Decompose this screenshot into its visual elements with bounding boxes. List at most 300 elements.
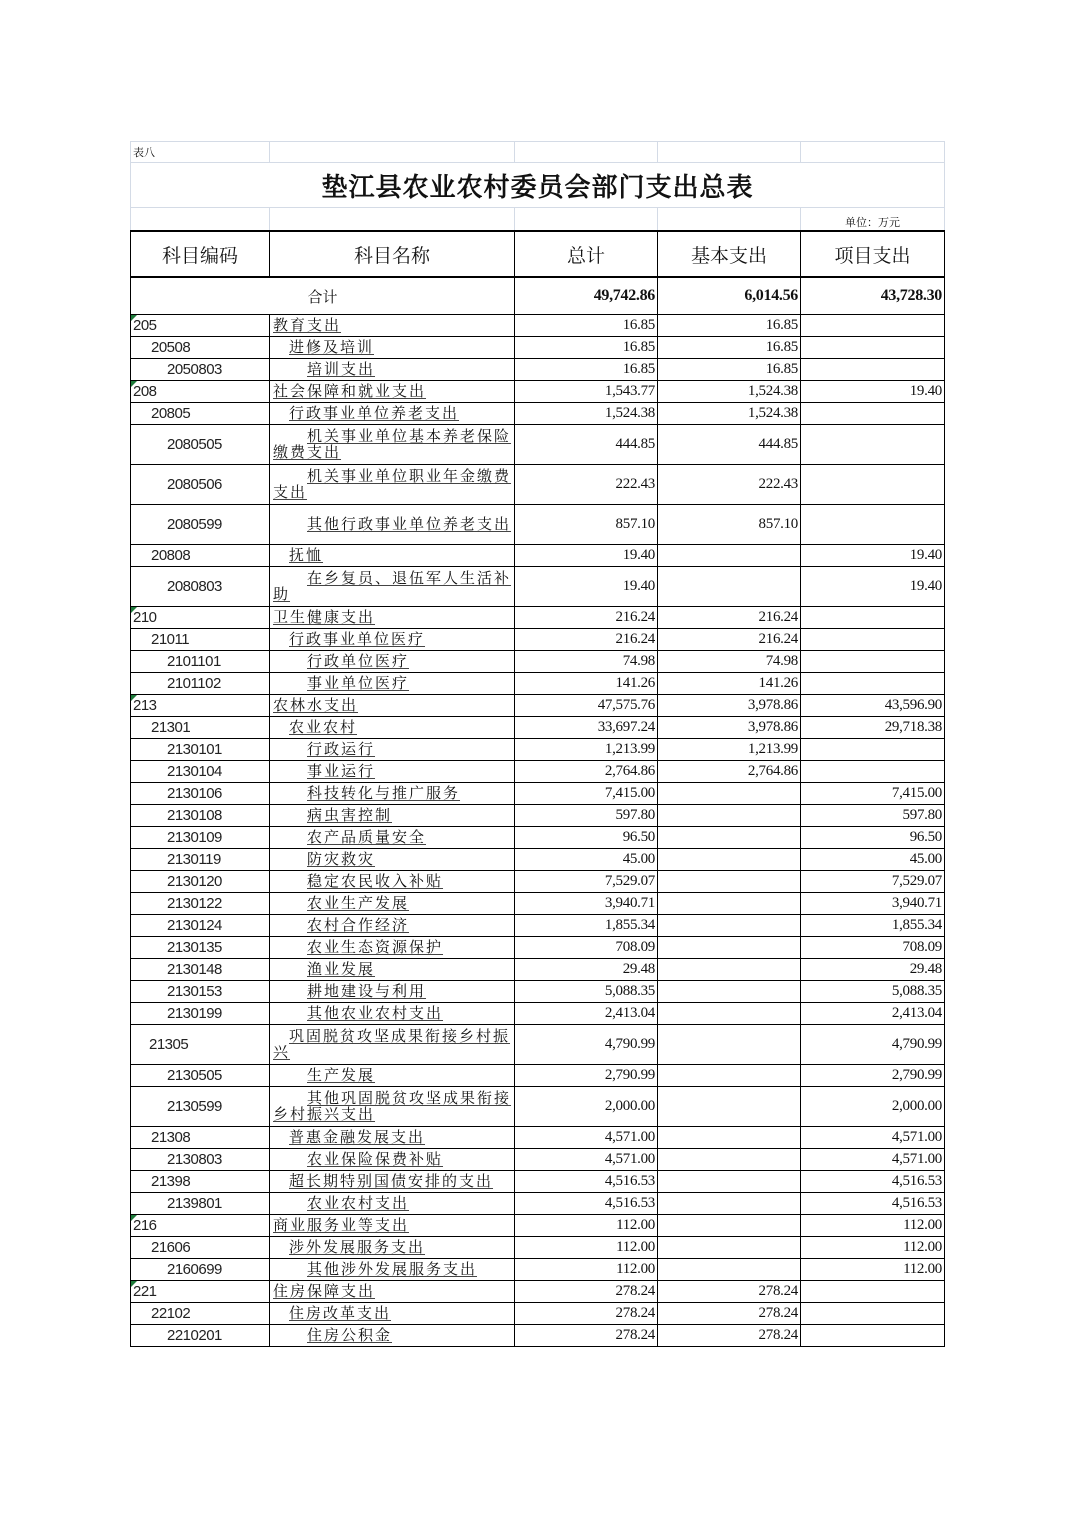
basic-value: 278.24	[658, 1325, 801, 1347]
total-value: 278.24	[515, 1325, 658, 1347]
subject-code-text: 210	[133, 608, 157, 626]
subject-code	[131, 761, 270, 783]
subject-code-text: 20805	[151, 404, 191, 422]
table-row	[131, 403, 945, 425]
subject-name-text: 卫生健康支出	[273, 607, 376, 626]
subject-name	[270, 315, 515, 337]
total-value: 74.98	[515, 651, 658, 673]
table-row	[131, 337, 945, 359]
subject-code	[131, 629, 270, 651]
subject-code-text: 2130101	[167, 740, 222, 758]
project-value: 4,516.53	[801, 1193, 945, 1215]
subject-name-text: 机关事业单位基本养老保险缴费支出	[273, 426, 512, 461]
subject-code-text: 2080505	[167, 435, 222, 453]
subject-name	[270, 629, 515, 651]
subject-code-text: 2080506	[167, 475, 222, 493]
project-value: 2,000.00	[801, 1087, 945, 1127]
total-value: 2,000.00	[515, 1087, 658, 1127]
unit-label: 单位：万元	[801, 208, 945, 232]
subject-code	[131, 425, 270, 465]
subject-code-text: 21301	[151, 718, 191, 736]
basic-value: 216.24	[658, 607, 801, 629]
basic-value: 3,978.86	[658, 717, 801, 739]
table-row	[131, 739, 945, 761]
subject-name-text: 普惠金融发展支出	[289, 1127, 426, 1146]
subject-name	[270, 567, 515, 607]
project-value: 2,413.04	[801, 1003, 945, 1025]
subject-code	[131, 315, 270, 337]
subject-name-text: 巩固脱贫攻坚成果衔接乡村振兴	[273, 1026, 511, 1061]
subject-code	[131, 381, 270, 403]
basic-value: 141.26	[658, 673, 801, 695]
subject-name	[270, 805, 515, 827]
subject-name-text: 事业运行	[307, 761, 376, 780]
subject-code	[131, 337, 270, 359]
project-value: 4,516.53	[801, 1171, 945, 1193]
basic-value: 1,213.99	[658, 739, 801, 761]
project-value: 5,088.35	[801, 981, 945, 1003]
table-row	[131, 805, 945, 827]
project-value: 1,855.34	[801, 915, 945, 937]
subject-name-text: 培训支出	[307, 359, 376, 378]
subject-code-text: 2130109	[167, 828, 222, 846]
subject-name	[270, 849, 515, 871]
subject-name	[270, 1171, 515, 1193]
project-value	[801, 739, 945, 761]
total-value: 16.85	[515, 315, 658, 337]
project-value	[801, 337, 945, 359]
subject-code	[131, 849, 270, 871]
table-row	[131, 1303, 945, 1325]
subject-name-text: 病虫害控制	[307, 805, 393, 824]
basic-value	[658, 893, 801, 915]
subject-code	[131, 1003, 270, 1025]
project-value: 7,529.07	[801, 871, 945, 893]
subject-name-text: 其他巩固脱贫攻坚成果衔接乡村振兴支出	[273, 1088, 512, 1123]
table-row	[131, 545, 945, 567]
subject-name	[270, 403, 515, 425]
subject-code-text: 2101101	[167, 652, 221, 670]
subject-name	[270, 425, 515, 465]
total-value: 1,543.77	[515, 381, 658, 403]
subject-name-text: 耕地建设与利用	[307, 981, 427, 1000]
subject-code-text: 20508	[151, 338, 191, 356]
subject-code	[131, 827, 270, 849]
subject-name-text: 农产品质量安全	[307, 827, 427, 846]
subject-name	[270, 1149, 515, 1171]
subject-code	[131, 937, 270, 959]
header-total: 总计	[515, 231, 658, 277]
project-value	[801, 607, 945, 629]
basic-value	[658, 849, 801, 871]
total-value: 3,940.71	[515, 893, 658, 915]
total-sum: 49,742.86	[515, 277, 658, 315]
total-basic: 6,014.56	[658, 277, 801, 315]
project-value	[801, 505, 945, 545]
basic-value	[658, 545, 801, 567]
total-value: 4,571.00	[515, 1149, 658, 1171]
table-row	[131, 1149, 945, 1171]
basic-value	[658, 981, 801, 1003]
total-value: 16.85	[515, 337, 658, 359]
subject-code	[131, 1087, 270, 1127]
basic-value	[658, 1237, 801, 1259]
subject-code	[131, 1237, 270, 1259]
total-value: 4,790.99	[515, 1025, 658, 1065]
total-value: 112.00	[515, 1215, 658, 1237]
subject-name	[270, 915, 515, 937]
project-value	[801, 673, 945, 695]
subject-code-text: 2130106	[167, 784, 222, 802]
subject-name	[270, 381, 515, 403]
total-value: 2,413.04	[515, 1003, 658, 1025]
subject-name	[270, 827, 515, 849]
subject-name-text: 超长期特别国债安排的支出	[289, 1171, 494, 1190]
expenditure-sheet	[130, 141, 944, 1347]
subject-name-text: 农业农村支出	[307, 1193, 410, 1212]
subject-code-text: 2210201	[167, 1326, 222, 1344]
subject-code	[131, 359, 270, 381]
subject-name	[270, 937, 515, 959]
subject-name	[270, 359, 515, 381]
subject-code-text: 2130122	[167, 894, 222, 912]
basic-value	[658, 871, 801, 893]
total-value: 19.40	[515, 567, 658, 607]
subject-code	[131, 651, 270, 673]
total-value: 4,516.53	[515, 1193, 658, 1215]
subject-code	[131, 959, 270, 981]
project-value: 19.40	[801, 381, 945, 403]
subject-code	[131, 739, 270, 761]
project-value	[801, 359, 945, 381]
subject-code-text: 2130199	[167, 1004, 222, 1022]
subject-name-text: 在乡复员、退伍军人生活补助	[273, 568, 512, 603]
table-row	[131, 315, 945, 337]
subject-name	[270, 739, 515, 761]
subject-code-text: 216	[133, 1216, 157, 1234]
subject-name	[270, 1215, 515, 1237]
subject-code-text: 2130135	[167, 938, 222, 956]
subject-code	[131, 673, 270, 695]
subject-name	[270, 1325, 515, 1347]
basic-value	[658, 1171, 801, 1193]
subject-name	[270, 337, 515, 359]
project-value: 708.09	[801, 937, 945, 959]
subject-code	[131, 403, 270, 425]
project-value	[801, 425, 945, 465]
table-row	[131, 849, 945, 871]
total-value: 141.26	[515, 673, 658, 695]
subject-name	[270, 761, 515, 783]
total-value: 278.24	[515, 1281, 658, 1303]
table-row	[131, 783, 945, 805]
total-value: 47,575.76	[515, 695, 658, 717]
basic-value: 16.85	[658, 359, 801, 381]
cell-marker-icon	[131, 381, 137, 387]
subject-code-text: 2130124	[167, 916, 222, 934]
basic-value	[658, 1127, 801, 1149]
subject-name-text: 行政单位医疗	[307, 651, 410, 670]
project-value: 7,415.00	[801, 783, 945, 805]
subject-name-text: 农业生态资源保护	[307, 937, 444, 956]
subject-code-text: 2130803	[167, 1150, 222, 1168]
project-value: 4,571.00	[801, 1149, 945, 1171]
table-row	[131, 695, 945, 717]
total-label: 合计	[131, 277, 515, 315]
subject-name-text: 其他农业农村支出	[307, 1003, 444, 1022]
subject-code-text: 2130119	[167, 850, 221, 868]
table-row	[131, 1087, 945, 1127]
project-value	[801, 629, 945, 651]
subject-code	[131, 1065, 270, 1087]
table-row	[131, 607, 945, 629]
table-row	[131, 915, 945, 937]
subject-name-text: 科技转化与推广服务	[307, 783, 461, 802]
total-value: 112.00	[515, 1237, 658, 1259]
total-value: 216.24	[515, 607, 658, 629]
project-value	[801, 1325, 945, 1347]
subject-code	[131, 1171, 270, 1193]
table-row	[131, 1025, 945, 1065]
basic-value	[658, 915, 801, 937]
sheet-label: 表八	[131, 142, 270, 163]
subject-name-text: 生产发展	[307, 1065, 376, 1084]
subject-name-text: 住房保障支出	[273, 1281, 376, 1300]
sheet-label-row	[131, 142, 945, 163]
subject-name	[270, 1193, 515, 1215]
project-value: 4,571.00	[801, 1127, 945, 1149]
table-row	[131, 465, 945, 505]
cell-marker-icon	[131, 1215, 137, 1221]
subject-name	[270, 1065, 515, 1087]
subject-name	[270, 673, 515, 695]
subject-name-text: 教育支出	[273, 315, 342, 334]
basic-value: 222.43	[658, 465, 801, 505]
table-row	[131, 1215, 945, 1237]
subject-name	[270, 651, 515, 673]
total-value: 1,855.34	[515, 915, 658, 937]
subject-code-text: 2160699	[167, 1260, 222, 1278]
total-project: 43,728.30	[801, 277, 945, 315]
subject-name-text: 机关事业单位职业年金缴费支出	[273, 466, 512, 501]
subject-code-text: 2139801	[167, 1194, 222, 1212]
total-value: 216.24	[515, 629, 658, 651]
total-value: 16.85	[515, 359, 658, 381]
total-value: 5,088.35	[515, 981, 658, 1003]
subject-name-text: 事业单位医疗	[307, 673, 410, 692]
subject-code-text: 22102	[151, 1304, 191, 1322]
subject-code	[131, 1127, 270, 1149]
header-project: 项目支出	[801, 231, 945, 277]
subject-code-text: 2101102	[167, 674, 221, 692]
project-value	[801, 315, 945, 337]
subject-name-text: 其他涉外发展服务支出	[307, 1259, 478, 1278]
subject-code-text: 21308	[151, 1128, 191, 1146]
total-value: 2,790.99	[515, 1065, 658, 1087]
basic-value	[658, 1065, 801, 1087]
subject-code-text: 2080803	[167, 577, 222, 595]
basic-value	[658, 1259, 801, 1281]
subject-code	[131, 567, 270, 607]
subject-code	[131, 783, 270, 805]
total-value: 4,516.53	[515, 1171, 658, 1193]
total-value: 45.00	[515, 849, 658, 871]
table-row	[131, 1065, 945, 1087]
basic-value	[658, 827, 801, 849]
total-value: 7,529.07	[515, 871, 658, 893]
basic-value: 444.85	[658, 425, 801, 465]
subject-name	[270, 959, 515, 981]
project-value: 112.00	[801, 1259, 945, 1281]
subject-code-text: 221	[133, 1282, 157, 1300]
total-value: 708.09	[515, 937, 658, 959]
table-row	[131, 959, 945, 981]
subject-name-text: 住房公积金	[307, 1325, 393, 1344]
subject-name-text: 农业农村	[289, 717, 358, 736]
table-row	[131, 981, 945, 1003]
subject-name	[270, 465, 515, 505]
subject-code	[131, 1025, 270, 1065]
basic-value: 1,524.38	[658, 381, 801, 403]
subject-code	[131, 1215, 270, 1237]
project-value	[801, 465, 945, 505]
basic-value: 16.85	[658, 315, 801, 337]
total-value: 278.24	[515, 1303, 658, 1325]
total-value: 4,571.00	[515, 1127, 658, 1149]
title-row	[131, 163, 945, 208]
basic-value: 216.24	[658, 629, 801, 651]
project-value: 2,790.99	[801, 1065, 945, 1087]
basic-value: 3,978.86	[658, 695, 801, 717]
subject-name	[270, 607, 515, 629]
table-row	[131, 629, 945, 651]
table-row	[131, 505, 945, 545]
cell-marker-icon	[131, 1281, 137, 1287]
subject-code	[131, 1259, 270, 1281]
subject-name-text: 涉外发展服务支出	[289, 1237, 426, 1256]
table-row	[131, 1127, 945, 1149]
subject-code	[131, 465, 270, 505]
subject-code-text: 2080599	[167, 515, 222, 533]
subject-code	[131, 1149, 270, 1171]
subject-name-text: 农村合作经济	[307, 915, 410, 934]
subject-code	[131, 695, 270, 717]
total-value: 857.10	[515, 505, 658, 545]
table-row	[131, 1237, 945, 1259]
subject-code	[131, 607, 270, 629]
total-row	[131, 277, 945, 315]
subject-code-text: 2130153	[167, 982, 222, 1000]
subject-code-text: 21398	[151, 1172, 191, 1190]
header-row	[131, 231, 945, 277]
basic-value	[658, 1025, 801, 1065]
basic-value: 278.24	[658, 1303, 801, 1325]
subject-code-text: 2130108	[167, 806, 222, 824]
subject-name	[270, 1127, 515, 1149]
subject-code	[131, 871, 270, 893]
table-row	[131, 871, 945, 893]
project-value	[801, 1281, 945, 1303]
project-value: 19.40	[801, 567, 945, 607]
total-value: 29.48	[515, 959, 658, 981]
subject-name-text: 商业服务业等支出	[273, 1215, 410, 1234]
table-row	[131, 1259, 945, 1281]
total-value: 96.50	[515, 827, 658, 849]
subject-name	[270, 1303, 515, 1325]
subject-name-text: 稳定农民收入补贴	[307, 871, 444, 890]
project-value: 45.00	[801, 849, 945, 871]
basic-value: 857.10	[658, 505, 801, 545]
project-value: 29,718.38	[801, 717, 945, 739]
total-value: 2,764.86	[515, 761, 658, 783]
subject-name	[270, 1237, 515, 1259]
subject-name-text: 农林水支出	[273, 695, 359, 714]
subject-code	[131, 717, 270, 739]
project-value: 112.00	[801, 1215, 945, 1237]
subject-code	[131, 915, 270, 937]
subject-code-text: 21606	[151, 1238, 191, 1256]
table-row	[131, 567, 945, 607]
total-value: 444.85	[515, 425, 658, 465]
subject-code-text: 21305	[149, 1035, 189, 1053]
basic-value: 1,524.38	[658, 403, 801, 425]
project-value: 96.50	[801, 827, 945, 849]
project-value: 19.40	[801, 545, 945, 567]
basic-value	[658, 937, 801, 959]
header-basic: 基本支出	[658, 231, 801, 277]
project-value: 112.00	[801, 1237, 945, 1259]
total-value: 112.00	[515, 1259, 658, 1281]
total-value: 597.80	[515, 805, 658, 827]
subject-name-text: 社会保障和就业支出	[273, 381, 427, 400]
total-value: 7,415.00	[515, 783, 658, 805]
project-value: 3,940.71	[801, 893, 945, 915]
subject-name	[270, 1025, 515, 1065]
total-value: 1,524.38	[515, 403, 658, 425]
subject-name-text: 进修及培训	[289, 337, 375, 356]
subject-name-text: 防灾救灾	[307, 849, 376, 868]
subject-name-text: 行政运行	[307, 739, 376, 758]
subject-code	[131, 505, 270, 545]
subject-name-text: 农业生产发展	[307, 893, 410, 912]
subject-name	[270, 1003, 515, 1025]
table-row	[131, 717, 945, 739]
subject-name	[270, 717, 515, 739]
subject-code-text: 2130104	[167, 762, 222, 780]
subject-code	[131, 1325, 270, 1347]
subject-name	[270, 695, 515, 717]
basic-value	[658, 805, 801, 827]
header-code: 科目编码	[131, 231, 270, 277]
project-value: 4,790.99	[801, 1025, 945, 1065]
subject-code	[131, 1193, 270, 1215]
project-value	[801, 761, 945, 783]
basic-value	[658, 1003, 801, 1025]
subject-code	[131, 981, 270, 1003]
project-value	[801, 1303, 945, 1325]
cell-marker-icon	[131, 695, 137, 701]
subject-name-text: 农业保险保费补贴	[307, 1149, 444, 1168]
unit-row	[131, 208, 945, 232]
subject-name	[270, 1281, 515, 1303]
subject-name	[270, 871, 515, 893]
table-row	[131, 937, 945, 959]
subject-name	[270, 893, 515, 915]
subject-name-text: 渔业发展	[307, 959, 376, 978]
table-row	[131, 381, 945, 403]
subject-name	[270, 545, 515, 567]
basic-value	[658, 1193, 801, 1215]
